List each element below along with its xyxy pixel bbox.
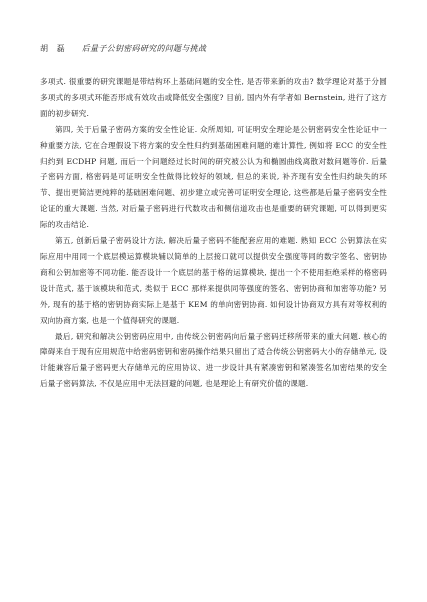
paragraph-design-method: 第五, 创新后量子密码设计方法, 解决后量子密码不能配套应用的难题. 熟知 ECC 公钥算法在实际应用中用同一个底层模运算模块辅以简单的上层接口就可以提供安全强度等同的数字签名、密钥协商和公钥加密等不同功能. 能否设计一个底层的基于格的运算模块, 提出一个不使用拒绝采样的格密码设计范式, 基于该模块和范式, 类似于 ECC 那样来提供同等强度的签名、密钥协商和加密等功能? 另外, 现有的基于格的密钥协商实际上是基于 KEM 的单向密钥协商. 如何设计协商双方具有对等权利的双向协商方案, 也是一个值得研究的课题. (40, 236, 387, 325)
paragraph-security-proof: 第四, 关于后量子密码方案的安全性论证. 众所周知, 可证明安全理论是公钥密码安全性论证中一种重要方法, 它在合理假设下将方案的安全性归约到基础困难问题的难计算性, 例如将 ECC 的安全性归约到 ECDHP 问题, 而后一个问题经过长时间的研究被公认为和椭圆曲线离散对数问题等价. 后量子密码方面, 格密码是可证明安全性做得比较好的领域, 但总的来说, 补齐现有安全性归约缺失的环节、提出更简洁更纯粹的基础困难问题、初步建立或完善可证明安全理论, 这些都是后量子密码安全性论证的重大课题. 当然, 对后量子密码进行代数攻击和侧信道攻击也是重要的研究课题, 可以得到更实际的攻击结论. (40, 124, 387, 230)
paragraph-continuation: 多项式. 很重要的研究课题是带结构环上基础问题的安全性, 是否带来新的攻击? 数学理论对基于分圆多项式的多项式环能否形成有效攻击或降低安全强度? 目前, 国内外有学者如 Bernstein, 进行了这方面的初步研究. (40, 77, 387, 118)
running-head-title: 后量子公钥密码研究的问题与挑战 (81, 44, 207, 53)
body-text (40, 74, 387, 392)
paragraph-migration: 最后, 研究和解决公钥密码应用中, 由传统公钥密码向后量子密码迁移所带来的重大问题. 核心的障碍来自于现有应用规范中给密码密钥和密码操作结果只留出了适合传统公钥密码大小的存储单元, 设计能兼容后量子密码更大存储单元的应用协议、进一步设计具有紧凑密钥和紧凑签名加密结果的安全后量子密码算法, 不仅是应用中无法回避的问题, 也是理论上有研究价值的课题. (40, 331, 387, 389)
running-head-author: 胡 磊 (40, 44, 65, 53)
running-head (40, 44, 387, 54)
